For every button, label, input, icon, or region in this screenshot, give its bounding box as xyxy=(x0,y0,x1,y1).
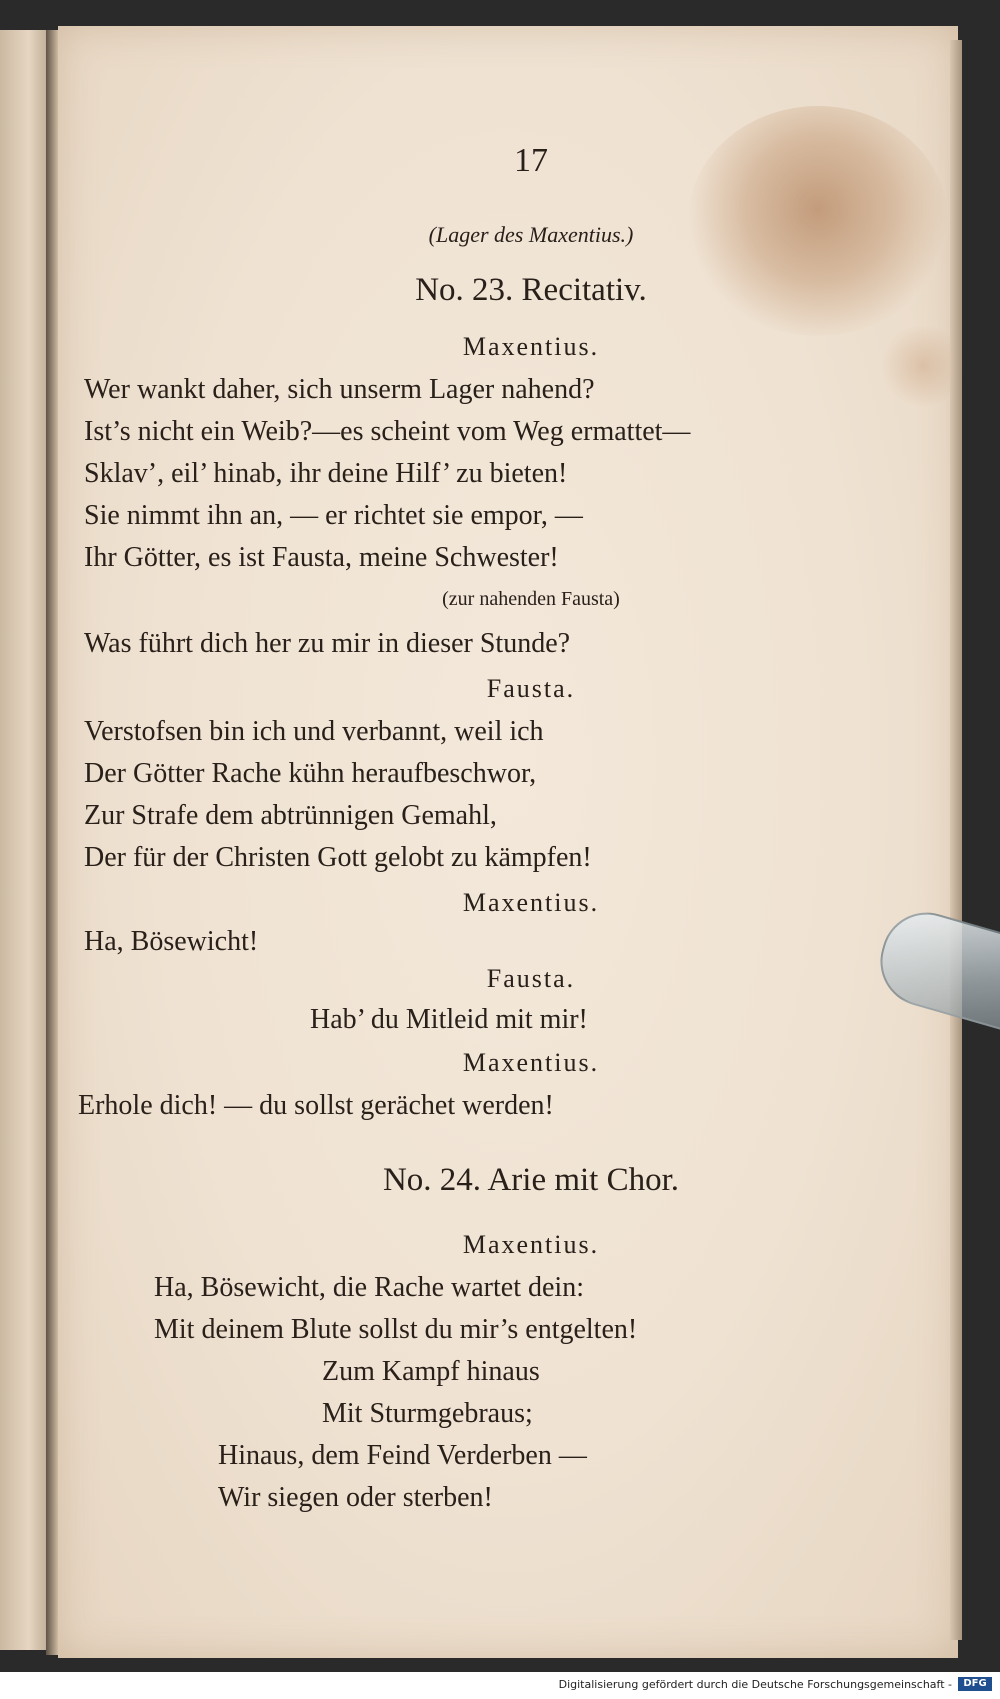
verse-line: Der Götter Rache kühn heraufbeschwor, xyxy=(84,758,537,789)
page-number: 17 xyxy=(514,142,548,179)
verse-line: Was führt dich her zu mir in dieser Stunde? xyxy=(84,628,571,659)
verse-line: Ha, Bösewicht, die Rache wartet dein: xyxy=(154,1272,584,1303)
speaker-maxentius: Maxentius. xyxy=(462,332,600,361)
speaker-fausta: Fausta. xyxy=(486,964,576,993)
verse-line: Ist’s nicht ein Weib?—es scheint vom Weg ermattet— xyxy=(84,416,691,447)
speaker-maxentius: Maxentius. xyxy=(462,888,600,917)
verse-line: Ihr Götter, es ist Fausta, meine Schwester! xyxy=(84,542,559,573)
section-heading-23: No. 23. Recitativ. xyxy=(415,272,647,308)
section-heading-24: No. 24. Arie mit Chor. xyxy=(382,1162,680,1198)
verse-line: Mit Sturmgebraus; xyxy=(322,1398,533,1429)
stage-direction: (Lager des Maxentius.) xyxy=(428,222,634,247)
verse-line: Wer wankt daher, sich unserm Lager nahend? xyxy=(84,374,595,405)
speaker-fausta: Fausta. xyxy=(486,674,576,703)
speaker-maxentius: Maxentius. xyxy=(462,1048,600,1077)
verse-line: Sklav’, eil’ hinab, ihr deine Hilf’ zu bieten! xyxy=(84,458,568,489)
dfg-credit: Digitalisierung gefördert durch die Deutsche Forschungsgemeinschaft - xyxy=(558,1678,952,1691)
dfg-logo: DFG xyxy=(958,1677,992,1691)
verse-line: Zum Kampf hinaus xyxy=(322,1356,540,1387)
stage-direction-fausta: (zur nahenden Fausta) xyxy=(442,588,620,610)
verse-line: Sie nimmt ihn an, — er richtet sie empor, — xyxy=(84,500,583,531)
verse-line: Erhole dich! — du sollst gerächet werden! xyxy=(78,1090,554,1121)
verse-line: Wir siegen oder sterben! xyxy=(218,1482,493,1513)
verse-line: Hinaus, dem Feind Verderben — xyxy=(218,1440,587,1471)
verse-line: Verstofsen bin ich und verbannt, weil ich xyxy=(84,716,544,747)
left-page-edge xyxy=(0,30,50,1650)
verse-line: Ha, Bösewicht! xyxy=(84,926,259,957)
verse-line: Hab’ du Mitleid mit mir! xyxy=(310,1004,588,1035)
verse-line: Mit deinem Blute sollst du mir’s entgelten! xyxy=(154,1314,638,1345)
page-right-edge xyxy=(950,40,962,1640)
verse-line: Der für der Christen Gott gelobt zu kämpfen! xyxy=(84,842,592,873)
book-page xyxy=(58,26,958,1658)
speaker-maxentius: Maxentius. xyxy=(462,1230,600,1259)
verse-line: Zur Strafe dem abtrünnigen Gemahl, xyxy=(84,800,497,831)
